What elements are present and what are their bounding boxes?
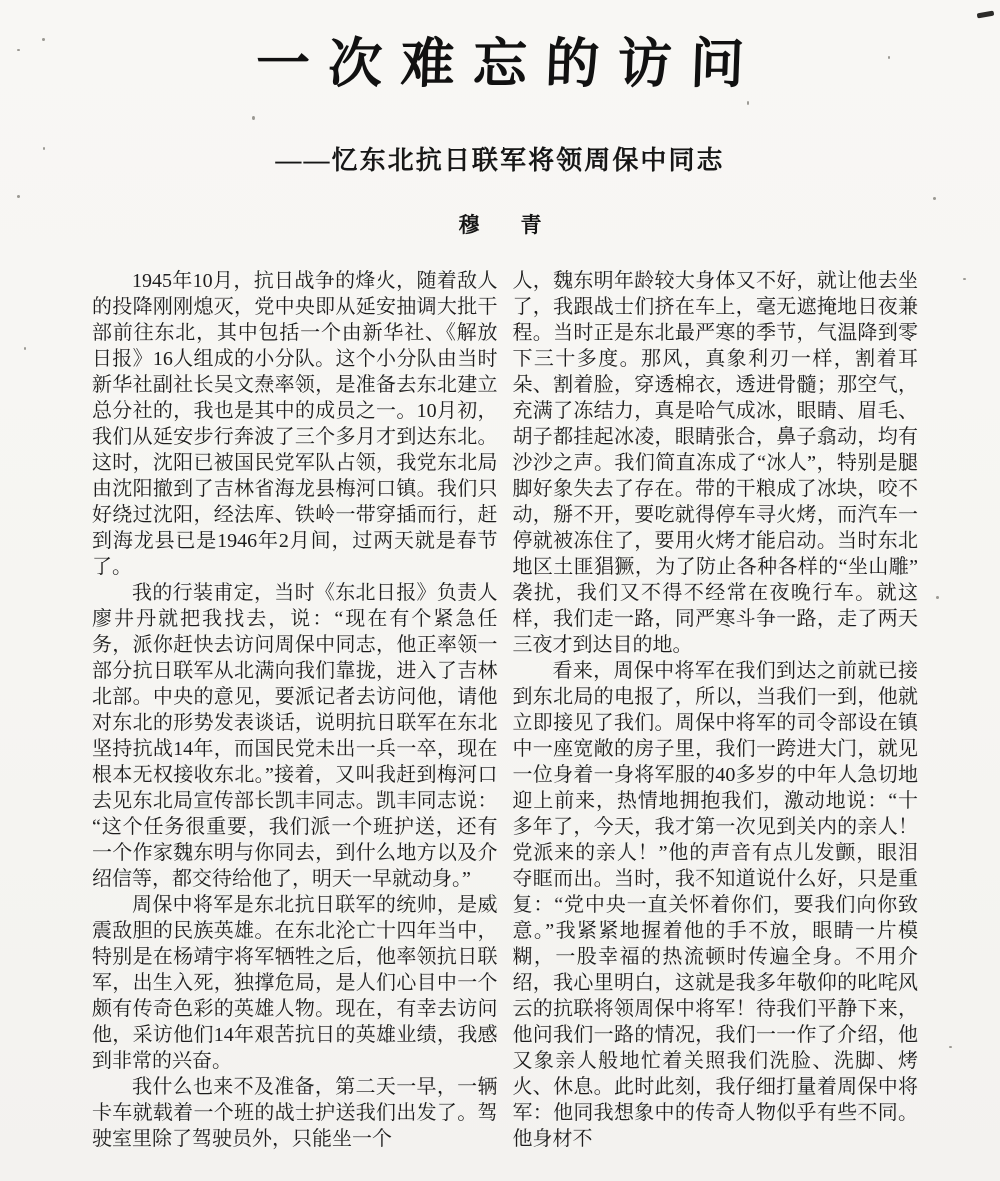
article-header (0, 0, 1000, 239)
scan-speck (43, 147, 45, 150)
paragraph-continuation: 人，魏东明年龄较大身体又不好，就让他去坐了，我跟战士们挤在车上，毫无遮掩地日夜兼程。当时正是东北最严寒的季节，气温降到零下三十多度。那风，真象利刃一样，割着耳朵、割着脸，穿透棉衣，透进骨髓；那空气，充满了冻结力，真是哈气成冰，眼睛、眉毛、胡子都挂起冰凌，眼睛张合，鼻子翕动，均有沙沙之声。我们简直冻成了“冰人”，特别是腿脚好象失去了存在。带的干粮成了冰块，咬不动，掰不开，要吃就得停车寻火烤，而汽车一停就被冻住了，要用火烤才能启动。当时东北地区土匪猖獗，为了防止各种各样的“坐山雕”袭扰，我们又不得不经常在夜晚行车。就这样，我们走一路，同严寒斗争一路，走了两天三夜才到达目的地。 (512, 270, 918, 657)
scan-speck (24, 347, 26, 350)
scan-speck (747, 101, 749, 105)
scan-speck (42, 38, 45, 41)
scan-speck (949, 1046, 952, 1048)
scan-speck (252, 116, 255, 120)
scan-speck (963, 278, 966, 280)
paragraph: 1945年10月，抗日战争的烽火，随着敌人的投降刚刚熄灭，党中央即从延安抽调大批干部前往东北，其中包括一个由新华社、《解放日报》16人组成的小分队。这个小分队由当时新华社副社长吴文焘率领，是准备去东北建立总分社的，我也是其中的成员之一。10月初，我们从延安步行奔波了三个多月才到达东北。这时，沈阳已被国民党军队占领，我党东北局由沈阳撤到了吉林省海龙县梅河口镇。我们只好绕过沈阳，经法库、铁岭一带穿插而行，赶到海龙县已是1946年2月间，过两天就是春节了。 (92, 270, 498, 579)
paragraph: 我什么也来不及准备，第二天一早，一辆卡车就载着一个班的战士护送我们出发了。驾驶室里除了驾驶员外，只能坐一个 (92, 1076, 498, 1151)
scan-speck (936, 596, 939, 599)
article-title: 一次难忘的访问 (254, 34, 764, 94)
article-body (0, 268, 1000, 1152)
scan-speck (888, 56, 890, 59)
scan-speck (933, 197, 936, 200)
author-name: 穆 青 (458, 213, 560, 238)
article-subtitle: ——忆东北抗日联军将领周保中同志 (275, 146, 725, 176)
paragraph: 看来，周保中将军在我们到达之前就已接到东北局的电报了，所以，当我们一到，他就立即接见了我们。周保中将军的司令部设在镇中一座宽敞的房子里，我们一跨进大门，就见一位身着一身将军服的40多岁的中年人急切地迎上前来，热情地拥抱我们，激动地说：“十多年了，今天，我才第一次见到关内的亲人！党派来的亲人！”他的声音有点儿发颤，眼泪夺眶而出。当时，我不知道说什么好，只是重复：“党中央一直关怀着你们，要我们向你致意。”我紧紧地握着他的手不放，眼睛一片模糊，一股幸福的热流顿时传遍全身。不用介绍，我心里明白，这就是我多年敬仰的叱咤风云的抗联将领周保中将军！待我们平静下来，他问我们一路的情况，我们一一作了介绍，他又象亲人般地忙着关照我们洗脸、洗脚、烤火、休息。此时此刻，我仔细打量着周保中将军：他同我想象中的传奇人物似乎有些不同。他身材不 (512, 660, 918, 1151)
scan-speck (17, 195, 20, 198)
right-column (513, 268, 919, 1152)
scan-speck (17, 49, 20, 51)
paragraph: 周保中将军是东北抗日联军的统帅，是威震敌胆的民族英雄。在东北沦亡十四年当中，特别是在杨靖宇将军牺牲之后，他率领抗日联军，出生入死，独撑危局，是人们心目中一个颇有传奇色彩的英雄人物。现在，有幸去访问他，采访他们14年艰苦抗日的英雄业绩，我感到非常的兴奋。 (92, 894, 498, 1073)
paragraph: 我的行装甫定，当时《东北日报》负责人廖井丹就把我找去，说：“现在有个紧急任务，派你赶快去访问周保中同志，他正率领一部分抗日联军从北满向我们靠拢，进入了吉林北部。中央的意见，要派记者去访问他，请他对东北的形势发表谈话，说明抗日联军在东北坚持抗战14年，而国民党未出一兵一卒，现在根本无权接收东北。”接着，又叫我赶到梅河口去见东北局宣传部长凯丰同志。凯丰同志说：“这个任务很重要，我们派一个班护送，还有一个作家魏东明与你同去，到什么地方以及介绍信等，都交待给他了，明天一早就动身。” (92, 582, 498, 891)
left-column (92, 268, 498, 1152)
